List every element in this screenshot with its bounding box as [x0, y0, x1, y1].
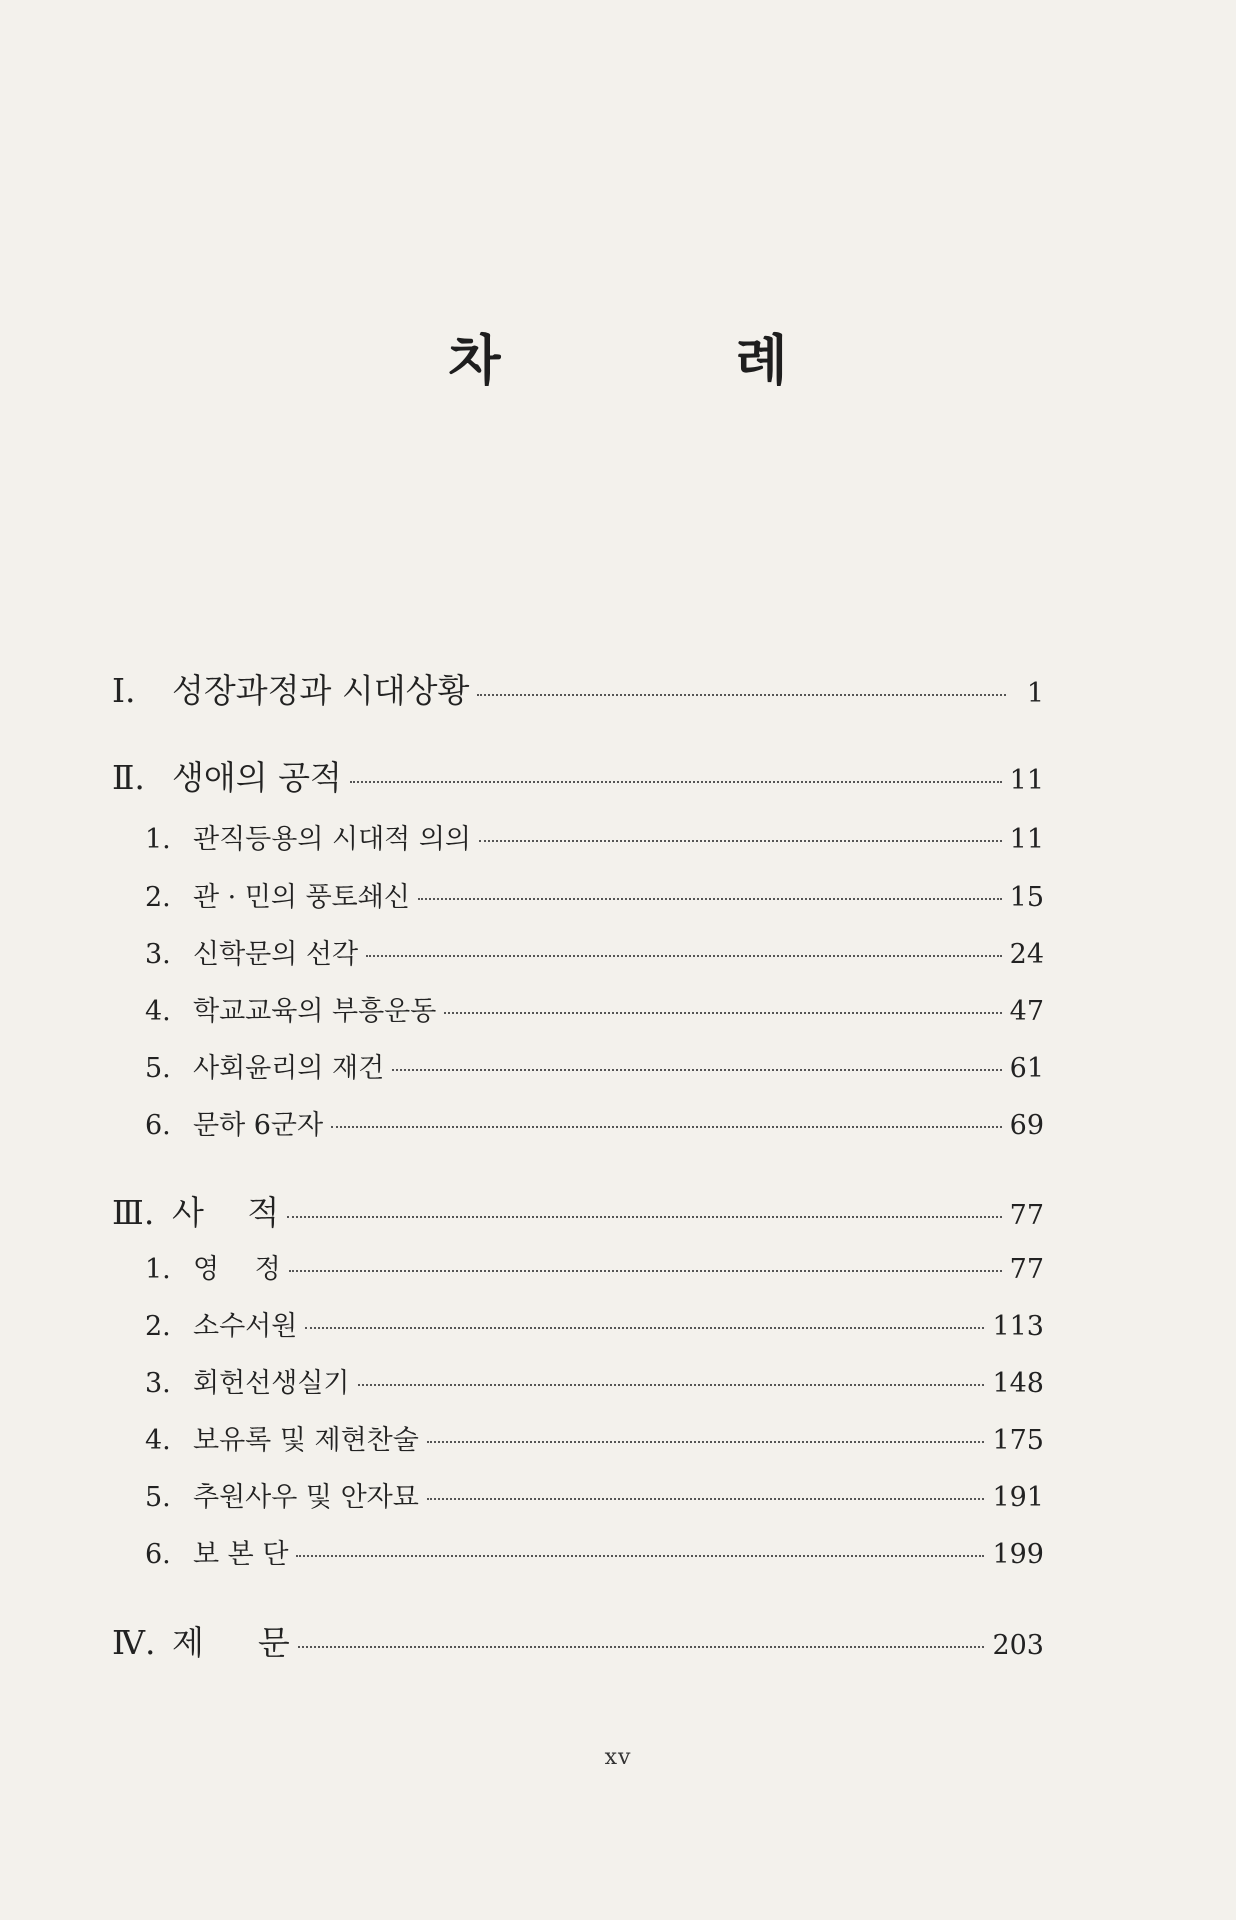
dot-leader — [298, 1646, 985, 1648]
entry-page-number: 1 — [1026, 678, 1044, 709]
entry-title: 보 본 단 — [193, 1539, 289, 1570]
entry-title: 관직등용의 시대적 의의 — [193, 824, 471, 855]
dot-leader — [296, 1555, 984, 1557]
entry-page-number: 11 — [1009, 824, 1044, 855]
toc-section-entry — [145, 1361, 1044, 1411]
entry-page-number: 47 — [1009, 996, 1044, 1027]
entry-number: 5. — [145, 1053, 171, 1084]
entry-page-number: 203 — [992, 1630, 1044, 1661]
dot-leader — [418, 898, 1002, 900]
entry-title: 영 정 — [193, 1254, 281, 1285]
toc-section-entry — [145, 989, 1044, 1039]
entry-page-number: 113 — [992, 1311, 1044, 1342]
entry-number: 4. — [145, 1425, 171, 1456]
entry-page-number: 199 — [992, 1539, 1044, 1570]
entry-title: 신학문의 선각 — [193, 939, 359, 970]
toc-section-entry — [145, 1046, 1044, 1096]
entry-page-number: 24 — [1009, 939, 1044, 970]
entry-number: Ⅱ. — [112, 758, 145, 797]
entry-title: 추원사우 및 안자묘 — [193, 1482, 419, 1513]
entry-number: 1. — [145, 1254, 171, 1285]
entry-title: 학교교육의 부흥운동 — [193, 996, 437, 1027]
dot-leader — [477, 694, 1006, 696]
toc-chapter-entry — [112, 1187, 1044, 1237]
toc-chapter-entry — [112, 665, 1044, 715]
toc-section-entry — [145, 1475, 1044, 1525]
entry-number: 6. — [145, 1539, 171, 1570]
entry-title: 사회윤리의 재건 — [193, 1053, 385, 1084]
toc-chapter-entry — [112, 752, 1044, 802]
dot-leader — [479, 840, 1002, 842]
entry-page-number: 11 — [1009, 765, 1044, 796]
entry-page-number: 148 — [992, 1368, 1044, 1399]
entry-title: 문하 6군자 — [193, 1110, 324, 1141]
entry-number: Ⅲ. — [112, 1193, 155, 1232]
entry-title: 사 적 — [172, 1193, 280, 1232]
dot-leader — [427, 1498, 985, 1500]
entry-number: 6. — [145, 1110, 171, 1141]
toc-section-entry — [145, 932, 1044, 982]
entry-number: 3. — [145, 1368, 171, 1399]
toc-section-entry — [145, 817, 1044, 867]
entry-number: 2. — [145, 882, 171, 913]
entry-page-number: 77 — [1009, 1200, 1044, 1231]
entry-title: 소수서원 — [193, 1311, 298, 1342]
entry-page-number: 15 — [1009, 882, 1044, 913]
entry-title: 성장과정과 시대상황 — [172, 671, 470, 710]
dot-leader — [305, 1327, 984, 1329]
dot-leader — [358, 1384, 985, 1386]
dot-leader — [427, 1441, 985, 1443]
entry-page-number: 191 — [992, 1482, 1044, 1513]
entry-number: 1. — [145, 824, 171, 855]
entry-number: Ⅰ. — [112, 671, 136, 710]
dot-leader — [350, 781, 1002, 783]
entry-page-number: 175 — [992, 1425, 1044, 1456]
dot-leader — [392, 1069, 1001, 1071]
toc-section-entry — [145, 1418, 1044, 1468]
entry-number: 3. — [145, 939, 171, 970]
toc-section-entry — [145, 1304, 1044, 1354]
page-title: 차 례 — [448, 328, 896, 392]
toc-chapter-entry — [112, 1617, 1044, 1667]
entry-number: Ⅳ. — [112, 1623, 156, 1662]
entry-title: 회헌선생실기 — [193, 1368, 350, 1399]
entry-number: 5. — [145, 1482, 171, 1513]
entry-page-number: 77 — [1009, 1254, 1044, 1285]
entry-title: 생애의 공적 — [172, 758, 342, 797]
toc-section-entry — [145, 875, 1044, 925]
dot-leader — [366, 955, 1002, 957]
dot-leader — [287, 1216, 1001, 1218]
entry-title: 보유록 및 제현찬술 — [193, 1425, 419, 1456]
entry-number: 2. — [145, 1311, 171, 1342]
toc-section-entry — [145, 1103, 1044, 1153]
entry-page-number: 61 — [1009, 1053, 1044, 1084]
dot-leader — [289, 1270, 1002, 1272]
entry-title: 관 · 민의 풍토쇄신 — [193, 882, 410, 913]
entry-number: 4. — [145, 996, 171, 1027]
toc-section-entry — [145, 1532, 1044, 1582]
page-number: xv — [604, 1745, 632, 1770]
dot-leader — [444, 1012, 1001, 1014]
toc-section-entry — [145, 1247, 1044, 1297]
entry-title: 제 문 — [172, 1623, 290, 1662]
dot-leader — [331, 1126, 1002, 1128]
entry-page-number: 69 — [1009, 1110, 1044, 1141]
